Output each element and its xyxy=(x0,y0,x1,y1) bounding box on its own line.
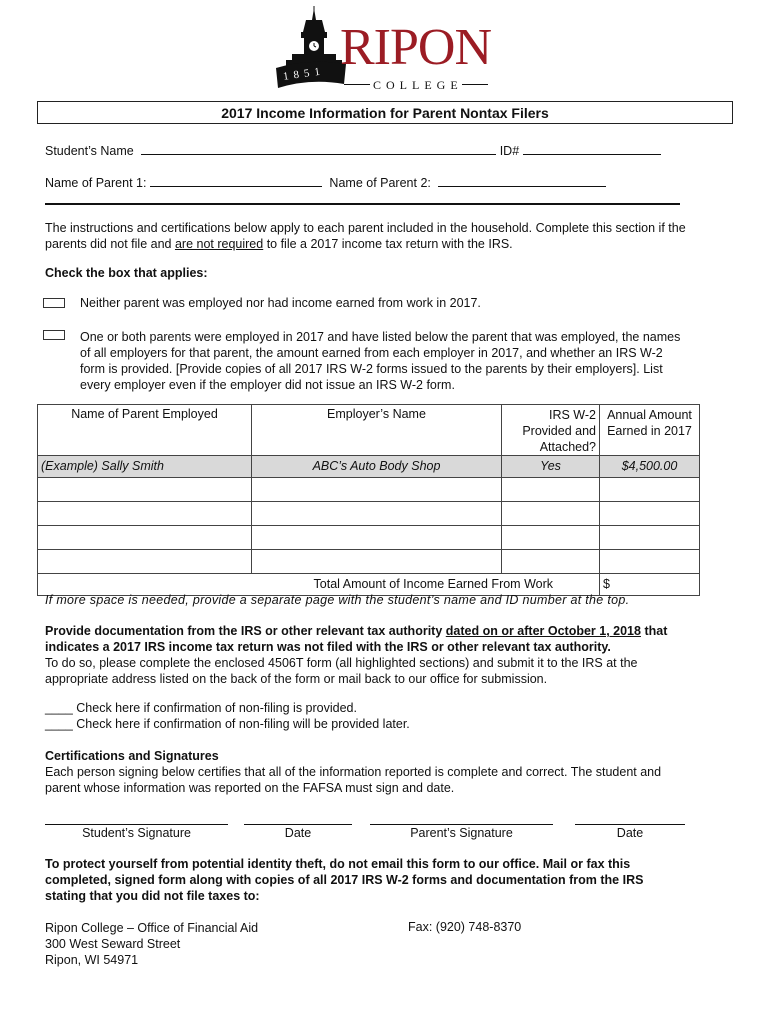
option2-checkbox[interactable] xyxy=(43,330,65,340)
check-heading: Check the box that applies: xyxy=(45,266,208,280)
table-row[interactable] xyxy=(38,478,700,502)
logo-wordmark: RIPON xyxy=(340,19,492,76)
table-row-example xyxy=(38,456,700,478)
date1-label: Date xyxy=(284,826,312,840)
example-amount: $4,500.00 xyxy=(600,456,700,478)
logo-rule-right xyxy=(462,84,488,85)
header-employer: Employer’s Name xyxy=(252,405,502,456)
doc-line-4: appropriate address listed on the back of the form or mail back to our office for submission. xyxy=(45,672,548,686)
example-w2: Yes xyxy=(502,456,600,478)
total-label: Total Amount of Income Earned From Work xyxy=(38,574,600,596)
table-row[interactable] xyxy=(38,526,700,550)
fax-number: Fax: (920) 748-8370 xyxy=(408,920,522,934)
id-field[interactable] xyxy=(523,142,661,155)
parent2-field[interactable] xyxy=(438,174,606,187)
doc-line-3: To do so, please complete the enclosed 4506T form (all highlighted sections) and submit it to the IRS at the xyxy=(45,656,638,670)
date2-label: Date xyxy=(616,826,644,840)
header-w2: IRS W-2 Provided and Attached? xyxy=(502,405,600,456)
header-parent: Name of Parent Employed xyxy=(38,405,252,456)
student-name-row xyxy=(45,142,661,158)
parent-names-row xyxy=(45,174,606,190)
student-name-field[interactable] xyxy=(141,142,496,155)
student-signature-line[interactable] xyxy=(45,824,228,825)
doc-line-1: Provide documentation from the IRS or other relevant tax authority dated on or after October 1, 2018 that xyxy=(45,624,668,638)
date2-line[interactable] xyxy=(575,824,685,825)
table-header-row xyxy=(38,405,700,456)
instructions xyxy=(45,220,735,252)
option1-text: Neither parent was employed nor had income earned from work in 2017. xyxy=(80,296,481,310)
form-title: 2017 Income Information for Parent Nontax Filers xyxy=(37,101,733,124)
intro-line-2: parents did not file and are not required to file a 2017 income tax return with the IRS. xyxy=(45,237,513,251)
example-employer: ABC’s Auto Body Shop xyxy=(252,456,502,478)
parent-signature-line[interactable] xyxy=(370,824,553,825)
employer-table xyxy=(37,404,700,596)
parent2-label: Name of Parent 2: xyxy=(329,176,431,190)
parent-signature-label: Parent’s Signature xyxy=(410,826,513,840)
date1-line[interactable] xyxy=(244,824,352,825)
more-space-note: If more space is needed, provide a separate page with the student’s name and ID number at the top. xyxy=(45,593,630,607)
option2-text: One or both parents were employed in 2017 and have listed below the parent that was employed, the names of all employers for that parent, the amount earned from each employer in 2017, and whether an IRS W-2 form is provided. [Provide copies of all 2017 IRS W-2 forms issued to the parents by their employers]. List every employer even if the employer did not issue an IRS W-2 form. xyxy=(80,330,681,392)
cert-line-2: parent whose information was reported on the FAFSA must sign and date. xyxy=(45,781,455,795)
student-signature-label: Student’s Signature xyxy=(82,826,191,840)
confirm-provided[interactable]: ____ Check here if confirmation of non-filing is provided. xyxy=(45,701,357,715)
parent1-field[interactable] xyxy=(150,174,322,187)
table-row[interactable] xyxy=(38,550,700,574)
example-parent: (Example) Sally Smith xyxy=(38,456,252,478)
logo-college: COLLEGE xyxy=(373,78,463,92)
id-label: ID# xyxy=(499,144,520,158)
logo-year: 1851 xyxy=(282,65,326,83)
certifications-section xyxy=(45,748,735,796)
documentation-section xyxy=(45,623,735,687)
logo-rule-left xyxy=(344,84,370,85)
doc-line-2: indicates a 2017 IRS income tax return was not filed with the IRS or other relevant tax authority. xyxy=(45,640,611,654)
total-value[interactable]: $ xyxy=(600,574,700,596)
parent1-label: Name of Parent 1: xyxy=(45,176,147,190)
table-row[interactable] xyxy=(38,502,700,526)
divider xyxy=(45,203,680,205)
mailing-address: Ripon College – Office of Financial Aid 300 West Seward Street Ripon, WI 54971 xyxy=(45,921,259,967)
confirm-later[interactable]: ____ Check here if confirmation of non-filing will be provided later. xyxy=(45,717,410,731)
option1-checkbox[interactable] xyxy=(43,298,65,308)
intro-line-1: The instructions and certifications below apply to each parent included in the household. Complete this section if the xyxy=(45,221,686,235)
cert-heading: Certifications and Signatures xyxy=(45,749,219,763)
student-name-label: Student’s Name xyxy=(45,144,134,158)
cert-line-1: Each person signing below certifies that all of the information reported is complete and correct. The student and xyxy=(45,765,662,779)
header-amount: Annual Amount Earned in 2017 xyxy=(600,405,700,456)
identity-warning: To protect yourself from potential identity theft, do not email this form to our office. Mail or fax this completed, signed form along with copies of all 2017 IRS W-2 forms and documentation from the IRS stating that you did not file taxes to: xyxy=(45,857,644,903)
